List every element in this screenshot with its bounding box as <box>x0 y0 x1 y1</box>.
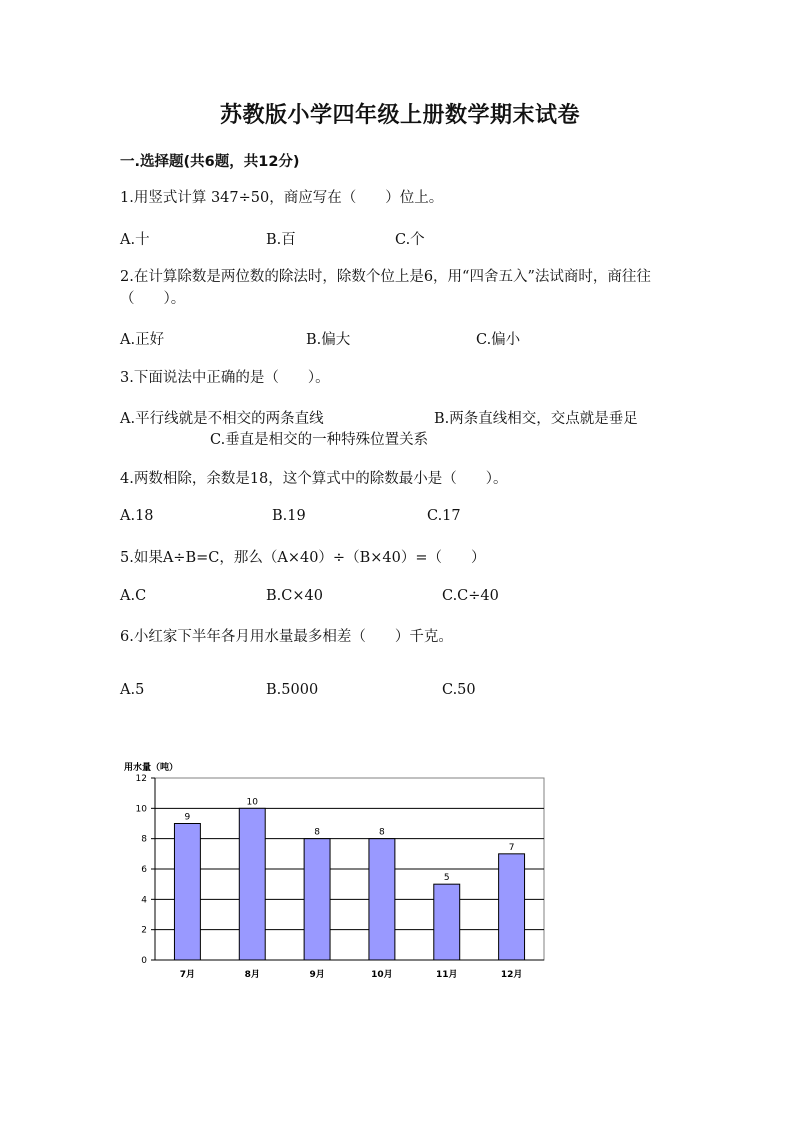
q5-option-c[interactable]: C.C÷40 <box>442 588 499 604</box>
question-5: 5.如果A÷B=C，那么（A×40）÷（B×40）=（ ） <box>120 550 486 566</box>
y-tick-label: 0 <box>141 956 147 966</box>
section-heading: 一.选择题(共6题，共12分) <box>120 154 300 170</box>
q6-option-b[interactable]: B.5000 <box>266 682 319 698</box>
q3-option-b[interactable]: B.两条直线相交，交点就是垂足 <box>434 411 638 427</box>
q2-option-a[interactable]: A.正好 <box>120 332 165 348</box>
bar <box>499 854 525 960</box>
q5-option-b[interactable]: B.C×40 <box>266 588 323 604</box>
q4-option-a[interactable]: A.18 <box>120 508 154 524</box>
q4-option-c[interactable]: C.17 <box>427 508 461 524</box>
bar-data-label: 8 <box>314 827 320 838</box>
bar <box>239 808 265 960</box>
question-6: 6.小红家下半年各月用水量最多相差（ ）千克。 <box>120 629 453 645</box>
bar-data-label: 7 <box>508 842 515 853</box>
q2-option-c[interactable]: C.偏小 <box>476 332 521 348</box>
q6-option-c[interactable]: C.50 <box>442 682 476 698</box>
x-tick-label: 9月 <box>309 970 325 980</box>
y-tick-label: 8 <box>141 834 147 845</box>
question-2: 2.在计算除数是两位数的除法时，除数个位上是6，用“四舍五入”法试商时，商往往（ ）。 <box>120 269 651 307</box>
q6-option-a[interactable]: A.5 <box>120 682 145 698</box>
question-3: 3.下面说法中正确的是（ ）。 <box>120 370 330 386</box>
bar-data-label: 9 <box>184 812 191 823</box>
x-tick-label: 10月 <box>371 970 393 980</box>
question-1: 1.用竖式计算 347÷50，商应写在（ ）位上。 <box>120 190 444 206</box>
water-usage-bar-chart <box>118 755 558 985</box>
bar <box>434 884 460 960</box>
x-tick-label: 7月 <box>179 970 196 980</box>
page-title: 苏教版小学四年级上册数学期末试卷 <box>219 103 580 128</box>
x-tick-label: 8月 <box>244 970 260 980</box>
q1-option-a[interactable]: A.十 <box>120 232 150 248</box>
bar <box>369 839 395 960</box>
q2-option-b[interactable]: B.偏大 <box>306 332 351 348</box>
y-tick-label: 12 <box>135 774 147 784</box>
bar-data-label: 5 <box>443 873 450 884</box>
q1-option-b[interactable]: B.百 <box>266 232 296 248</box>
y-tick-label: 4 <box>141 895 147 906</box>
q4-option-b[interactable]: B.19 <box>272 508 306 524</box>
q3-option-c[interactable]: C.垂直是相交的一种特殊位置关系 <box>210 432 429 448</box>
q5-option-a[interactable]: A.C <box>120 588 147 604</box>
y-tick-label: 10 <box>135 804 147 815</box>
bar-data-label: 10 <box>246 797 258 808</box>
q1-option-c[interactable]: C.个 <box>395 232 425 248</box>
bar <box>174 824 200 961</box>
bar-data-label: 8 <box>379 827 385 838</box>
q3-option-a[interactable]: A.平行线就是不相交的两条直线 <box>120 411 324 427</box>
y-tick-label: 2 <box>141 925 147 936</box>
y-axis-label: 用水量（吨） <box>124 763 179 773</box>
question-4: 4.两数相除，余数是18，这个算式中的除数最小是（ ）。 <box>120 471 508 487</box>
x-tick-label: 12月 <box>500 970 523 980</box>
x-tick-label: 11月 <box>435 970 458 980</box>
y-tick-label: 6 <box>141 865 147 875</box>
bar <box>304 839 330 960</box>
